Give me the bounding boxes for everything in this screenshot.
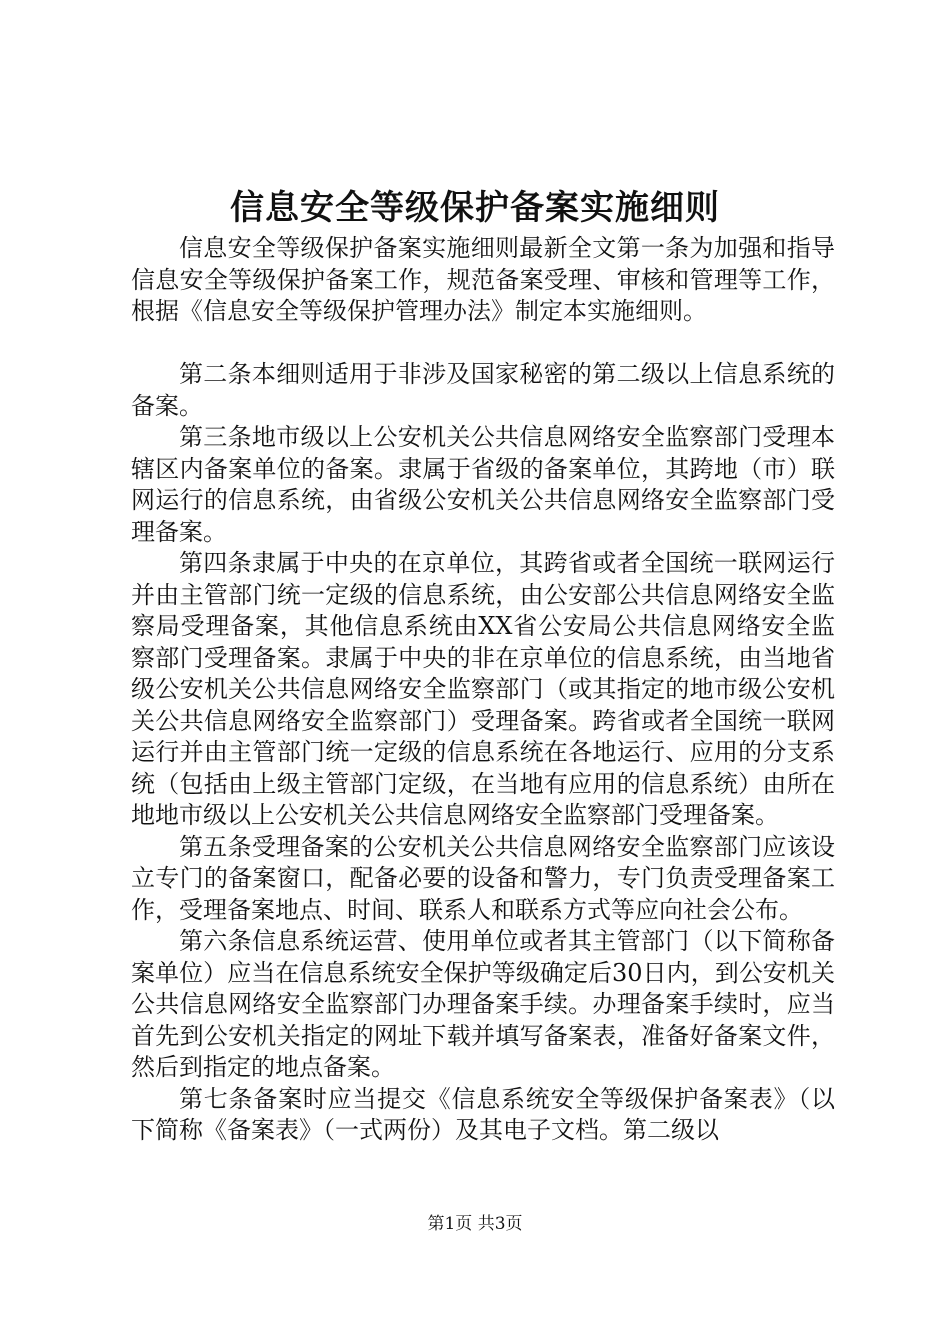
paragraph-1: 信息安全等级保护备案实施细则最新全文第一条为加强和指导信息安全等级保护备案工作，规范备案受理、审核和管理等工作，根据《信息安全等级保护管理办法》制定本实施细则。	[131, 234, 835, 325]
paragraph-3: 第三条地市级以上公安机关公共信息网络安全监察部门受理本辖区内备案单位的备案。隶属于省级的备案单位，其跨地（市）联网运行的信息系统，由省级公安机关公共信息网络安全监察部门受理备案。	[131, 423, 835, 546]
paragraph-4: 第四条隶属于中央的在京单位，其跨省或者全国统一联网运行并由主管部门统一定级的信息系统，由公安部公共信息网络安全监察局受理备案，其他信息系统由XX省公安局公共信息网络安全监察部门受理备案。隶属于中央的非在京单位的信息系统，由当地省级公安机关公共信息网络安全监察部门（或其指定的地市级公安机关公共信息网络安全监察部门）受理备案。跨省或者全国统一联网运行并由主管部门统一定级的信息系统在各地运行、应用的分支系统（包括由上级主管部门定级，在当地有应用的信息系统）由所在地地市级以上公安机关公共信息网络安全监察部门受理备案。	[131, 549, 835, 829]
document-title: 信息安全等级保护备案实施细则	[230, 188, 720, 228]
paragraph-2: 第二条本细则适用于非涉及国家秘密的第二级以上信息系统的备案。	[131, 360, 835, 420]
paragraph-6: 第六条信息系统运营、使用单位或者其主管部门（以下简称备案单位）应当在信息系统安全保护等级确定后30日内，到公安机关公共信息网络安全监察部门办理备案手续。办理备案手续时，应当首先到公安机关指定的网址下载并填写备案表，准备好备案文件，然后到指定的地点备案。	[131, 927, 835, 1081]
paragraph-5: 第五条受理备案的公安机关公共信息网络安全监察部门应该设立专门的备案窗口，配备必要的设备和警力，专门负责受理备案工作，受理备案地点、时间、联系人和联系方式等应向社会公布。	[131, 832, 835, 924]
page-number-footer: 第1页 共3页	[427, 1214, 523, 1234]
document-body	[131, 233, 835, 1147]
paragraph-7: 第七条备案时应当提交《信息系统安全等级保护备案表》（以下简称《备案表》（一式两份）及其电子文档。第二级以	[131, 1084, 835, 1144]
